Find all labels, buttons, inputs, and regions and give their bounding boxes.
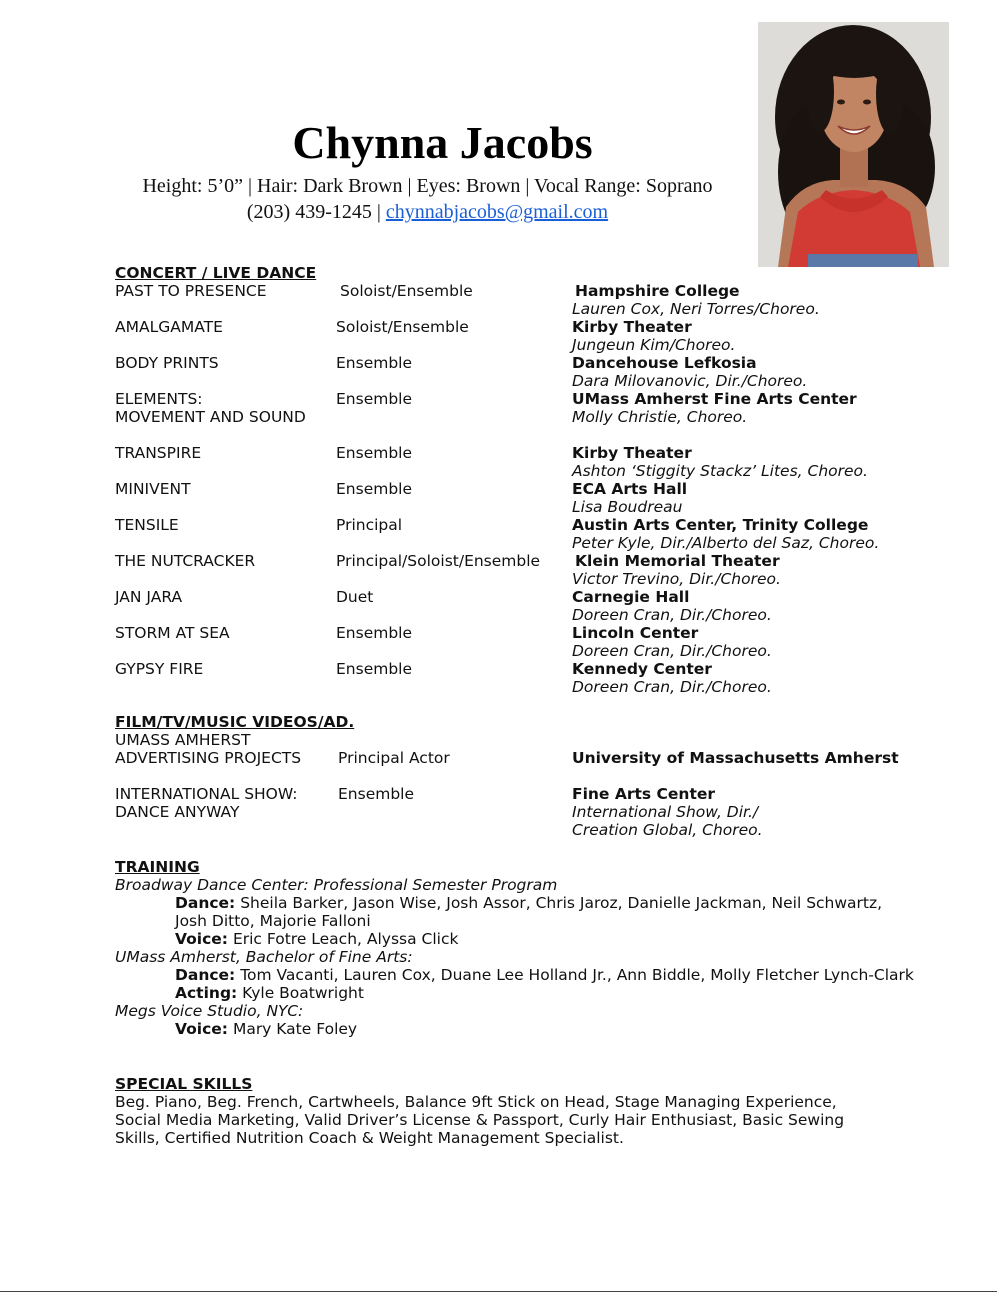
- role: Principal Actor: [338, 749, 450, 767]
- role: Ensemble: [336, 390, 413, 408]
- show-title: STORM AT SEA: [115, 624, 230, 642]
- credit-line: Lauren Cox, Neri Torres/Choreo.: [572, 300, 820, 318]
- credit-line: International Show, Dir./: [572, 803, 759, 821]
- phone-number: (203) 439-1245 |: [246, 201, 386, 223]
- venue: Kennedy Center: [572, 660, 712, 678]
- show-title: TENSILE: [115, 516, 179, 534]
- training-detail: Dance: Sheila Barker, Jason Wise, Josh Assor, Chris Jaroz, Danielle Jackman, Neil Schwartz,: [175, 894, 883, 912]
- credit-line: Doreen Cran, Dir./Choreo.: [572, 678, 772, 696]
- show-title: THE NUTCRACKER: [115, 552, 256, 570]
- training-detail: Dance: Tom Vacanti, Lauren Cox, Duane Lee Holland Jr., Ann Biddle, Molly Fletcher Lynch-Clark: [175, 966, 914, 984]
- training-list: [115, 876, 915, 1038]
- show-title: BODY PRINTS: [115, 354, 219, 372]
- contact-line: [100, 199, 755, 225]
- role: Principal: [336, 516, 403, 534]
- venue: Austin Arts Center, Trinity College: [572, 516, 869, 534]
- credit-line: Victor Trevino, Dir./Choreo.: [572, 570, 781, 588]
- role: Ensemble: [336, 444, 413, 462]
- show-title-cont: DANCE ANYWAY: [115, 803, 240, 821]
- email-link[interactable]: chynnabjacobs@gmail.com: [385, 201, 609, 223]
- role: Soloist/Ensemble: [336, 318, 469, 336]
- page-edge-divider: [0, 1291, 997, 1292]
- venue: Kirby Theater: [572, 318, 692, 336]
- venue: Dancehouse Lefkosia: [572, 354, 757, 372]
- show-title: PAST TO PRESENCE: [115, 282, 267, 300]
- role: Duet: [336, 588, 374, 606]
- show-title: MINIVENT: [115, 480, 191, 498]
- role: Ensemble: [336, 480, 413, 498]
- role: Soloist/Ensemble: [340, 282, 473, 300]
- skills-text: Beg. Piano, Beg. French, Cartwheels, Balance 9ft Stick on Head, Stage Managing Experience, Social Media Marketing, Valid Driver’s License & Passport, Curly Hair Enthusiast, Basic Sewing Skills, Certified Nutrition Coach & Weight Management Specialist.: [115, 1093, 845, 1147]
- headshot-photo: [758, 22, 949, 267]
- training-detail: Voice: Mary Kate Foley: [175, 1020, 358, 1038]
- show-title-cont: MOVEMENT AND SOUND: [115, 408, 306, 426]
- venue: Lincoln Center: [572, 624, 699, 642]
- resume-name: Chynna Jacobs: [292, 117, 593, 168]
- venue: Carnegie Hall: [572, 588, 690, 606]
- venue: Klein Memorial Theater: [575, 552, 780, 570]
- role: Ensemble: [336, 660, 413, 678]
- section-title-skills: SPECIAL SKILLS: [115, 1075, 253, 1093]
- section-title-training: TRAINING: [115, 858, 200, 876]
- section-title-concert: CONCERT / LIVE DANCE: [115, 264, 317, 282]
- credit-line: Dara Milovanovic, Dir./Choreo.: [572, 372, 808, 390]
- show-title: INTERNATIONAL SHOW:: [115, 785, 298, 803]
- training-school: Broadway Dance Center: Professional Semester Program: [115, 876, 558, 894]
- show-title: GYPSY FIRE: [115, 660, 204, 678]
- training-detail: Voice: Eric Fotre Leach, Alyssa Click: [175, 930, 459, 948]
- credit-line: Jungeun Kim/Choreo.: [572, 336, 736, 354]
- physical-stats: Height: 5’0” | Hair: Dark Brown | Eyes: Brown | Vocal Range: Soprano: [142, 175, 713, 197]
- show-title: TRANSPIRE: [115, 444, 202, 462]
- credit-line: Molly Christie, Choreo.: [572, 408, 748, 426]
- credit-line: Doreen Cran, Dir./Choreo.: [572, 642, 772, 660]
- training-school: Megs Voice Studio, NYC:: [115, 1002, 304, 1020]
- show-title: ELEMENTS:: [115, 390, 203, 408]
- role: Ensemble: [336, 354, 413, 372]
- section-title-film: FILM/TV/MUSIC VIDEOS/AD.: [115, 713, 355, 731]
- credit-line: Doreen Cran, Dir./Choreo.: [572, 606, 772, 624]
- training-school: UMass Amherst, Bachelor of Fine Arts:: [115, 948, 413, 966]
- venue: ECA Arts Hall: [572, 480, 688, 498]
- show-title: AMALGAMATE: [115, 318, 223, 336]
- venue: Fine Arts Center: [572, 785, 716, 803]
- credit-line-cont: Creation Global, Choreo.: [572, 821, 763, 839]
- training-detail: Acting: Kyle Boatwright: [175, 984, 364, 1002]
- show-title-cont: ADVERTISING PROJECTS: [115, 749, 302, 767]
- credit-line: Peter Kyle, Dir./Alberto del Saz, Choreo.: [572, 534, 880, 552]
- training-detail-cont: Josh Ditto, Majorie Falloni: [175, 912, 371, 930]
- show-title: UMASS AMHERST: [115, 731, 251, 749]
- venue: UMass Amherst Fine Arts Center: [572, 390, 857, 408]
- venue: University of Massachusetts Amherst: [572, 749, 899, 767]
- show-title: JAN JARA: [115, 588, 183, 606]
- credit-line: Lisa Boudreau: [572, 498, 683, 516]
- venue: Hampshire College: [575, 282, 740, 300]
- role: Principal/Soloist/Ensemble: [336, 552, 541, 570]
- credit-line: Ashton ‘Stiggity Stackz’ Lites, Choreo.: [572, 462, 868, 480]
- venue: Kirby Theater: [572, 444, 692, 462]
- role: Ensemble: [338, 785, 415, 803]
- role: Ensemble: [336, 624, 413, 642]
